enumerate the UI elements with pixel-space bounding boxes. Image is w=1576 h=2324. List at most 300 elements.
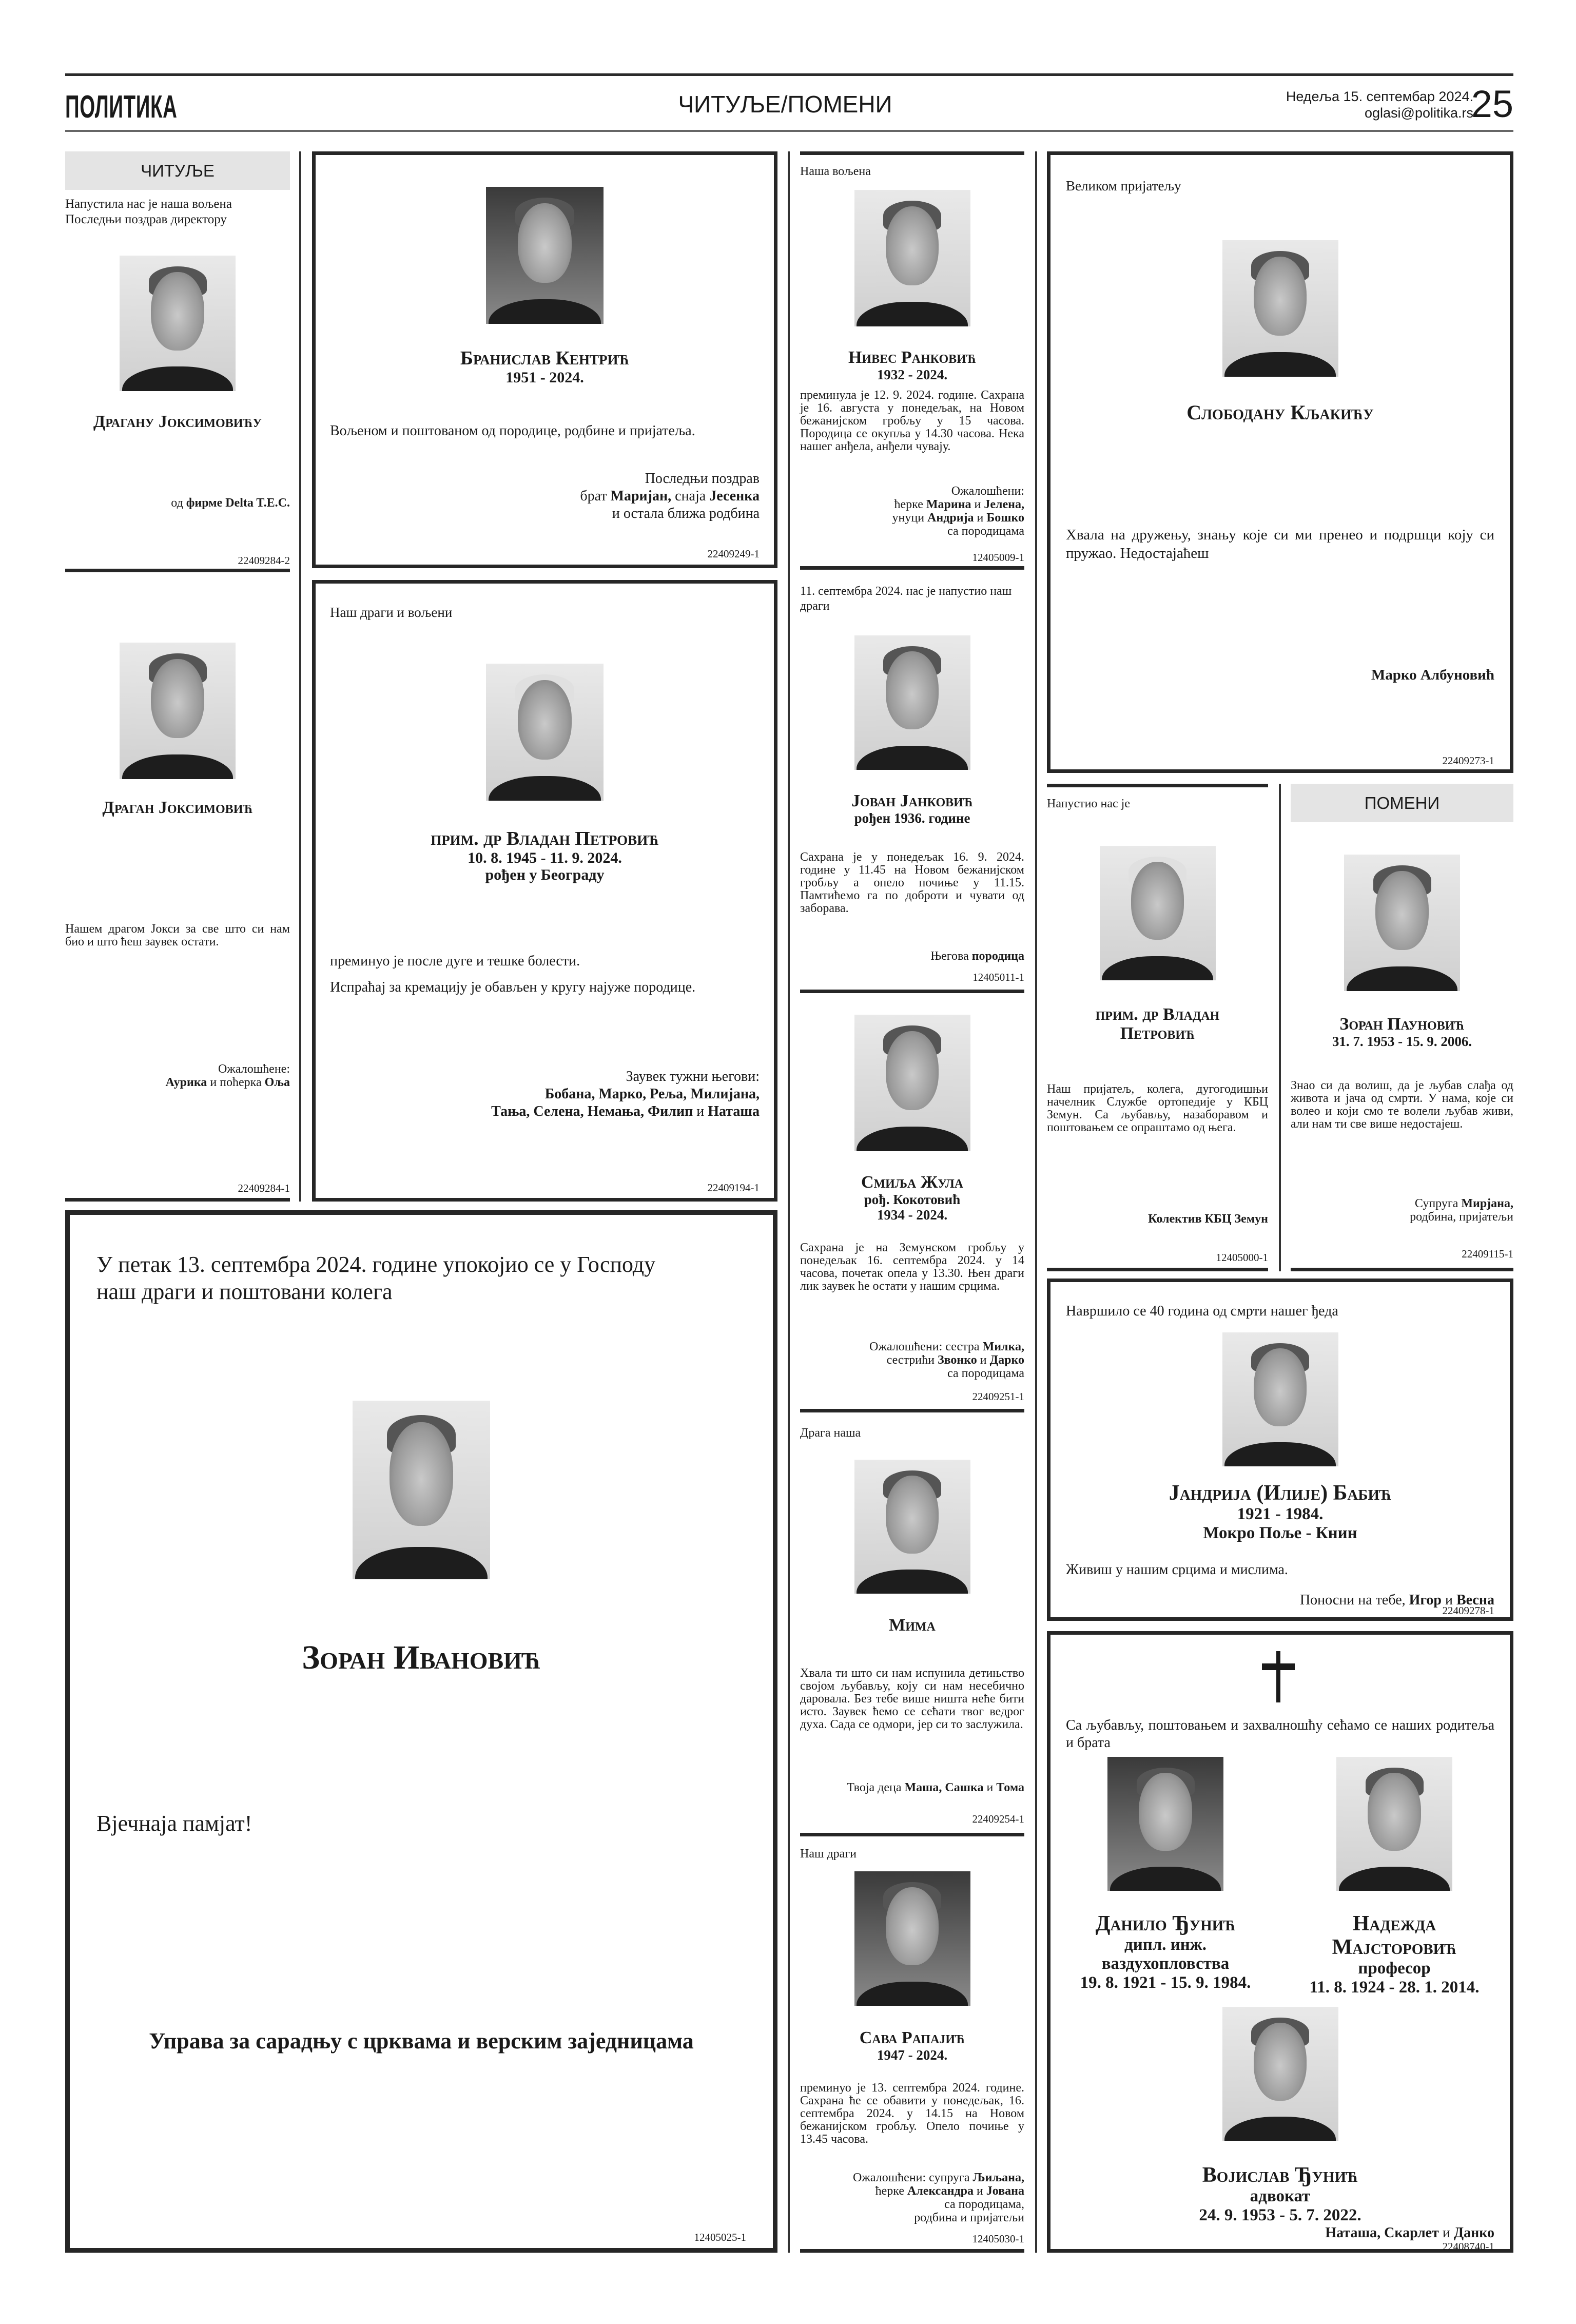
person-name: Зоран Пауновић [1339, 1015, 1465, 1034]
portrait-photo [854, 1015, 970, 1151]
ad-code: 12405000-1 [1216, 1251, 1268, 1264]
signature-text: и остала ближа родбина [612, 506, 760, 521]
signature-text: ћерке [875, 2184, 907, 2198]
signature-name: Наташа, Скарлет [1325, 2225, 1439, 2241]
header-top-rule [65, 73, 1513, 76]
signature-text: од [171, 496, 186, 510]
ad-code: 22409249-1 [707, 548, 760, 560]
signature-name: Данко [1453, 2225, 1494, 2241]
mourners-signature [1047, 1212, 1268, 1226]
signature-text: и [693, 1103, 708, 1119]
person-name: Војислав Ђунић [1202, 2163, 1358, 2187]
person-details: рођен у Београду [485, 866, 605, 883]
person-details: 1932 - 2024. [877, 367, 948, 382]
mourners-signature [1050, 666, 1510, 684]
intro-line: Са љубављу, поштовањем и захвалношћу сећамо се наших родитеља и брата [1066, 1717, 1494, 1751]
signature-name: Тања, Селена, Немања, Филип [491, 1103, 693, 1119]
portrait-head [1375, 871, 1429, 950]
person-details: рођен 1936. године [854, 810, 970, 826]
contact-email[interactable]: oglasi@politika.rs [1365, 105, 1473, 121]
page-number: 25 [1471, 83, 1513, 125]
ad-code: 22409115-1 [1462, 1248, 1513, 1260]
ad-code: 22409278-1 [1442, 1604, 1494, 1617]
ad-code: 12405025-1 [694, 2231, 746, 2243]
signature-name: породица [971, 950, 1024, 963]
person-name: Мима [889, 1616, 936, 1635]
signature-name: Наташа [708, 1103, 760, 1119]
obituary-jankovic [800, 570, 1024, 993]
person-name-block [65, 412, 290, 431]
portrait-head [1368, 1773, 1421, 1850]
portrait-photo [1344, 855, 1460, 991]
issue-info [1286, 88, 1473, 121]
portrait-photo [120, 643, 236, 779]
portrait-body [1347, 966, 1458, 991]
person-name: Бранислав Кентрић [460, 347, 630, 369]
message-paragraph: преминула је 12. 9. 2024. године. Сахрана је 16. августа у понедељак, на Новом бежанијском гробљу у 15 часова. Породица се окупља у 14.30 часова. Нека нашег анђела, анђели чувају. [800, 389, 1024, 453]
portrait-head [886, 1031, 939, 1110]
obituary-message [800, 2082, 1024, 2154]
obituary-joksimovic-2 [65, 572, 290, 1202]
person-name-block [1047, 1005, 1268, 1043]
portrait-head [886, 1887, 939, 1965]
portrait-body [1224, 1442, 1336, 1466]
intro-line: Великом пријатељу [1066, 178, 1181, 193]
message-paragraph: Хвала на дружењу, знању које си ми пренео и подршци коју си пружао. Недостајаћеш [1066, 527, 1494, 561]
signature-name: Маријан, [610, 488, 672, 504]
signature-text: сестрићи [886, 1353, 938, 1367]
message-paragraph: Нашем драгом Јокси за све што си нам био и што ћеш заувек остати. [65, 922, 290, 948]
obituary-message [70, 1810, 773, 1845]
signature-name: Игор [1409, 1592, 1442, 1608]
signature-text: са породицама [947, 1367, 1024, 1380]
signature-line [1291, 1197, 1513, 1210]
mourners-signature [800, 950, 1024, 963]
signature-line [1291, 1210, 1513, 1224]
section-header-memorials: ПОМЕНИ [1291, 784, 1513, 822]
person-name-block [800, 791, 1024, 826]
signature-line [1047, 1212, 1268, 1226]
person-details: ваздухопловства [1101, 1954, 1230, 1973]
obituary-djunic [1047, 1631, 1513, 2253]
obituary-rankovic [800, 151, 1024, 570]
intro-line: Наша вољена [800, 165, 871, 178]
cross-icon [1262, 1651, 1295, 1702]
signature-line [800, 1340, 1024, 1353]
column-divider [1035, 151, 1037, 2253]
portrait-body [1110, 1867, 1221, 1891]
obituary-rapajic [800, 1836, 1024, 2253]
signature-text: Ожалошћени: сестра [869, 1340, 983, 1353]
signature-line [330, 470, 760, 488]
person-details: 1951 - 2024. [505, 369, 584, 386]
portrait-photo [486, 187, 604, 324]
person-name-block [1291, 1015, 1513, 1049]
portrait-photo [854, 1871, 970, 2006]
signature-line [65, 1062, 290, 1076]
signature-line [65, 1076, 290, 1089]
signature-text: снаја [671, 488, 710, 504]
portrait-head [1254, 257, 1307, 336]
obituary-message [1050, 1561, 1510, 1587]
ad-code: 22409284-2 [238, 554, 290, 567]
obituary-message [800, 1242, 1024, 1301]
signature-line [800, 498, 1024, 511]
obituary-petrovic-family [312, 580, 777, 1202]
portrait-body [489, 776, 601, 801]
obituary-kljakic [1047, 151, 1513, 773]
portrait-photo [120, 256, 236, 391]
person-name: Јандрија (Илије) Бабић [1169, 1481, 1392, 1505]
person-name-block [800, 2028, 1024, 2063]
intro-text [800, 1426, 1024, 1441]
message-paragraph: Сахрана је на Земунском гробљу у понедељак 16. септембра 2024. у 14 часова, почетак опела у 13.30. Њен драги лик заувек ће остати у нашим срцима. [800, 1241, 1024, 1293]
mourners-signature [316, 470, 774, 522]
message-paragraph: Знао си да волиш, да је љубав слађа од живота и јача од смрти. У нама, које си волео и који смо те волели љубав живи, али нам ти све више недостајеш. [1291, 1079, 1513, 1131]
signature-line [65, 496, 290, 510]
signature-text: брат [580, 488, 611, 504]
signature-line [800, 2198, 1024, 2211]
person-name-block [800, 348, 1024, 382]
signature-line [800, 2171, 1024, 2184]
signature-name: Колектив КБЦ Земун [1148, 1212, 1268, 1226]
obituary-message [316, 422, 774, 448]
signature-text: Његова [930, 950, 972, 963]
ad-code: 22409254-1 [972, 1813, 1024, 1825]
portrait-photo [1336, 1757, 1452, 1891]
person-details: 10. 8. 1945 - 11. 9. 2024. [468, 849, 622, 866]
mourners-signature [800, 485, 1024, 538]
signature-line [800, 485, 1024, 498]
signature-text: родбина и пријатељи [914, 2211, 1024, 2224]
message-paragraph: Сахрана је у понедељак 16. 9. 2024. године у 11.45 на Новом бежанијском гробљу а опело почиње у 11.15. Памтићемо га по доброти и чувати од заборава. [800, 850, 1024, 915]
signature-name: Дарко [989, 1353, 1024, 1367]
signature-name: Оља [264, 1076, 290, 1089]
mourners-signature [65, 496, 290, 510]
obituary-message [1050, 526, 1510, 571]
signature-line [800, 1353, 1024, 1367]
message-paragraph: Вјечнаја памјат! [96, 1811, 252, 1836]
signature-name: фирме Delta T.E.C. [186, 496, 290, 510]
portrait-head [151, 659, 204, 738]
portrait-head [151, 272, 204, 351]
portrait-body [1339, 1867, 1450, 1891]
ad-code: 22409273-1 [1442, 754, 1494, 767]
ad-code: 12405009-1 [972, 551, 1024, 564]
ad-code: 22409284-1 [238, 1182, 290, 1194]
signature-line [800, 525, 1024, 538]
signature-text: Поносни на тебе, [1299, 1592, 1409, 1608]
signature-text: родбина, пријатељи [1410, 1210, 1513, 1224]
signature-text: Ожалошћене: [218, 1062, 290, 1076]
person-name: Сава Рапајић [859, 2028, 965, 2047]
signature-text: Последњи поздрав [645, 471, 760, 487]
signature-text: унуци [892, 511, 928, 525]
signature-line [1066, 666, 1494, 684]
portrait-head [1254, 1348, 1307, 1426]
intro-line: Навршило се 40 година од смрти нашег ђеда [1066, 1303, 1338, 1319]
signature-line [800, 2211, 1024, 2224]
person-name-block [1050, 2163, 1510, 2225]
portrait-head [1139, 1773, 1192, 1850]
intro-line: наш драги и поштовани колега [96, 1279, 393, 1304]
obituary-paunovic [1291, 784, 1513, 1271]
signature-text: и [974, 511, 987, 525]
ad-code: 22408740-1 [1442, 2240, 1494, 2253]
page-section-title: ЧИТУЉЕ/ПОМЕНИ [678, 91, 892, 118]
signature-text: Твоја деца [847, 1781, 905, 1794]
signature-line [800, 1367, 1024, 1380]
person-name-block [1050, 1481, 1510, 1543]
signature-line [800, 1781, 1024, 1794]
signature-name: Андрија [927, 511, 974, 525]
signature-name: Мирјана, [1461, 1197, 1513, 1210]
person-name-block [800, 1616, 1024, 1635]
portrait-body [355, 1547, 487, 1579]
portrait-body [122, 754, 234, 779]
portrait-head [1254, 2023, 1307, 2100]
person-details: 19. 8. 1921 - 15. 9. 1984. [1080, 1973, 1251, 1992]
portrait-photo [854, 1460, 970, 1594]
person-name: Слободану Кљакићу [1186, 401, 1374, 424]
person-name: Јован Јанковић [851, 791, 973, 810]
signature-text: и [971, 498, 984, 511]
signature-name: Милка, [982, 1340, 1024, 1353]
ad-code: 12405011-1 [972, 971, 1024, 983]
intro-line: Наш драги [800, 1847, 857, 1861]
signature-name: Љиљана, [972, 2171, 1024, 2184]
signature-line [330, 1086, 760, 1103]
signature-text: са породицама [947, 525, 1024, 538]
ad-code: 12405030-1 [972, 2233, 1024, 2245]
intro-text [1050, 1303, 1510, 1320]
intro-text [1050, 1717, 1510, 1752]
signature-line [800, 950, 1024, 963]
person-name: Драгану Јоксимовићу [93, 412, 262, 431]
obituary-message [65, 923, 290, 957]
person-details: Мокро Поље - Книн [1203, 1524, 1357, 1542]
signature-text: и [977, 1353, 990, 1367]
signature-name: Весна [1456, 1592, 1494, 1608]
signature-name: Управа за сарадњу с црквама и верским заједницама [149, 2028, 694, 2054]
signature-line [800, 511, 1024, 525]
portrait-body [1224, 2117, 1336, 2141]
signature-name: Марина [926, 498, 971, 511]
signature-name: Тома [996, 1781, 1024, 1794]
mourners-signature [316, 1068, 774, 1120]
signature-name: Маша, Сашка [904, 1781, 984, 1794]
message-paragraph: Живиш у нашим срцима и мислима. [1066, 1562, 1288, 1578]
portrait-photo [1222, 240, 1338, 377]
message-paragraph: Испраћај за кремацију је обављен у кругу најуже породице. [330, 979, 696, 995]
signature-line [800, 2184, 1024, 2198]
person-name: Данило Ђунић [1095, 1912, 1236, 1935]
signature-name: Јована [986, 2184, 1024, 2198]
obituary-message [800, 389, 1024, 461]
portrait-head [390, 1422, 453, 1526]
column-divider [1279, 784, 1281, 1271]
portrait-head [886, 1476, 939, 1553]
portrait-body [857, 1127, 968, 1151]
intro-text [800, 584, 1024, 614]
signature-name: Бошко [986, 511, 1024, 525]
portrait-body [489, 299, 601, 324]
portrait-photo [486, 664, 604, 801]
signature-name: Марко Албуновић [1371, 667, 1494, 683]
mourners-signature [1291, 1197, 1513, 1224]
person-name-block [70, 1639, 773, 1676]
portrait-body [1224, 352, 1336, 377]
signature-name: Јесенка [709, 488, 760, 504]
intro-text [316, 604, 774, 621]
portrait-body [857, 302, 968, 326]
intro-text [1047, 797, 1268, 811]
message-paragraph: преминуо је 13. септембра 2024. године. Сахрана ће се обавити у понедељак, 16. септембра 2024. у 14.15 на Новом бежанијском гробљу. Опело почиње у 13.45 часова. [800, 2081, 1024, 2146]
section-header-obituaries: ЧИТУЉЕ [65, 151, 290, 190]
person-name: Смиља Жула [861, 1173, 964, 1192]
column-divider [299, 151, 301, 1202]
person-name-block [800, 1173, 1024, 1223]
signature-text: и [973, 2184, 986, 2198]
portrait-body [857, 1982, 968, 2006]
signature-text: са породицама, [944, 2198, 1024, 2211]
signature-name: Звонко [937, 1353, 977, 1367]
person-details: 24. 9. 1953 - 5. 7. 2022. [1199, 2206, 1361, 2224]
message-paragraph: преминуо је после дуге и тешке болести. [330, 953, 580, 969]
column-divider [788, 151, 790, 2253]
obituary-joksimovic-1 [65, 151, 290, 572]
signature-text: и поћерка [207, 1076, 265, 1089]
person-details: дипл. инж. [1124, 1935, 1207, 1954]
person-name-block [1287, 1912, 1502, 1997]
person-details: професор [1358, 1959, 1431, 1978]
intro-text [65, 197, 290, 227]
intro-text [70, 1251, 773, 1305]
signature-line [330, 1068, 760, 1086]
portrait-photo [854, 190, 970, 326]
person-name-block [65, 798, 290, 817]
person-details: 11. 8. 1924 - 28. 1. 2014. [1309, 1978, 1480, 1997]
signature-text: Супруга [1414, 1197, 1462, 1210]
signature-line [330, 488, 760, 505]
portrait-photo [1100, 846, 1216, 980]
intro-line: Напустио нас је [1047, 797, 1130, 810]
intro-line: Наш драги и вољени [330, 605, 453, 620]
portrait-body [857, 746, 968, 770]
intro-text [1050, 178, 1510, 194]
portrait-photo [1222, 2007, 1338, 2141]
newspaper-logo[interactable]: ПОЛИТИКА [65, 89, 178, 125]
ad-code: 22409251-1 [972, 1390, 1024, 1403]
intro-line: У петак 13. септембра 2024. године упокојио се у Господу [96, 1252, 656, 1277]
header-bottom-rule [65, 130, 1513, 132]
obituary-mima [800, 1412, 1024, 1836]
obituary-message [316, 952, 774, 1004]
portrait-photo [1107, 1757, 1223, 1891]
mourners-signature [800, 1340, 1024, 1380]
person-name: Петровић [1120, 1024, 1195, 1043]
signature-text: Заувек тужни његови: [626, 1069, 760, 1084]
signature-line [96, 2028, 746, 2054]
portrait-head [886, 206, 939, 285]
intro-line: Напустила нас је наша вољена [65, 197, 232, 211]
issue-date: Недеља 15. септембар 2024. [1286, 89, 1473, 104]
person-name: Нивес Ранковић [848, 348, 977, 367]
person-details: рођ. Кокотовић [864, 1192, 961, 1207]
mourners-signature [800, 1781, 1024, 1794]
obituary-zula [800, 993, 1024, 1412]
obituary-message [800, 1667, 1024, 1739]
person-details: 1947 - 2024. [877, 2047, 948, 2063]
portrait-body [122, 366, 234, 391]
intro-text [800, 1847, 1024, 1862]
portrait-head [886, 651, 939, 729]
portrait-body [1102, 956, 1213, 980]
signature-name: Бобана, Марко, Реља, Милијана, [544, 1086, 760, 1102]
person-name-block [316, 828, 774, 883]
person-details: адвокат [1250, 2187, 1311, 2205]
person-name-block [1058, 1912, 1273, 1992]
intro-line: Драга наша [800, 1426, 861, 1440]
obituary-message [1047, 1083, 1268, 1142]
person-name: Надежда [1352, 1912, 1436, 1935]
obituary-ivanovic [65, 1210, 777, 2253]
person-name: Зоран Ивановић [302, 1639, 541, 1676]
portrait-body [857, 1570, 968, 1594]
mourners-signature [65, 1062, 290, 1089]
person-name: прим. др Владан [1095, 1005, 1220, 1024]
portrait-photo [353, 1401, 490, 1579]
person-name: Мајсторовић [1332, 1935, 1457, 1959]
person-details: 1921 - 1984. [1237, 1505, 1324, 1523]
signature-text: ћерке [894, 498, 926, 511]
signature-line [330, 505, 760, 522]
portrait-photo [1222, 1332, 1338, 1466]
signature-line [1066, 2225, 1494, 2241]
signature-text: и [1438, 2225, 1454, 2241]
signature-text: и [1442, 1592, 1456, 1608]
person-name-block [316, 347, 774, 386]
obituary-message [1291, 1079, 1513, 1139]
intro-text [800, 164, 1024, 179]
obituary-babic [1047, 1279, 1513, 1621]
portrait-head [518, 203, 572, 283]
signature-name: Александра [907, 2184, 974, 2198]
signature-text: и [983, 1781, 997, 1794]
person-name-block [1050, 401, 1510, 424]
mourners-signature [800, 2171, 1024, 2224]
mourners-signature [70, 2028, 773, 2054]
message-paragraph: Хвала ти што си нам испунила детињство својом љубављу, коју си нам несебично даровала. Без тебе више ништа неће бити исто. Заувек ћемо се сећати твог ведрог духа. Сада се одмори, јер си то заслужила. [800, 1667, 1024, 1731]
ad-code: 22409194-1 [707, 1182, 760, 1194]
person-details: 1934 - 2024. [877, 1207, 948, 1223]
obituary-kentric [312, 151, 777, 568]
intro-line: Последњи поздрав директору [65, 212, 227, 226]
signature-name: Аурика [165, 1076, 207, 1089]
person-name: прим. др Владан Петровић [431, 828, 659, 849]
signature-line [330, 1103, 760, 1120]
intro-line: 11. септембра 2024. нас је напустио наш драги [800, 585, 1012, 613]
message-paragraph: Наш пријатељ, колега, дугогодишњи начелник Службе ортопедије у КБЦ Земун. Са љубављу, назаборавом и поштовањем се опраштамо од њега. [1047, 1082, 1268, 1134]
message-paragraph: Вољеном и поштованом од породице, родбине и пријатеља. [330, 423, 695, 439]
person-name: Драган Јоксимовић [102, 798, 253, 817]
portrait-head [1131, 862, 1184, 940]
signature-name: Јелена, [984, 498, 1024, 511]
obituary-petrovic-kbc [1047, 784, 1268, 1271]
portrait-head [518, 680, 572, 760]
person-details: 31. 7. 1953 - 15. 9. 2006. [1332, 1034, 1472, 1049]
obituary-message [800, 851, 1024, 923]
